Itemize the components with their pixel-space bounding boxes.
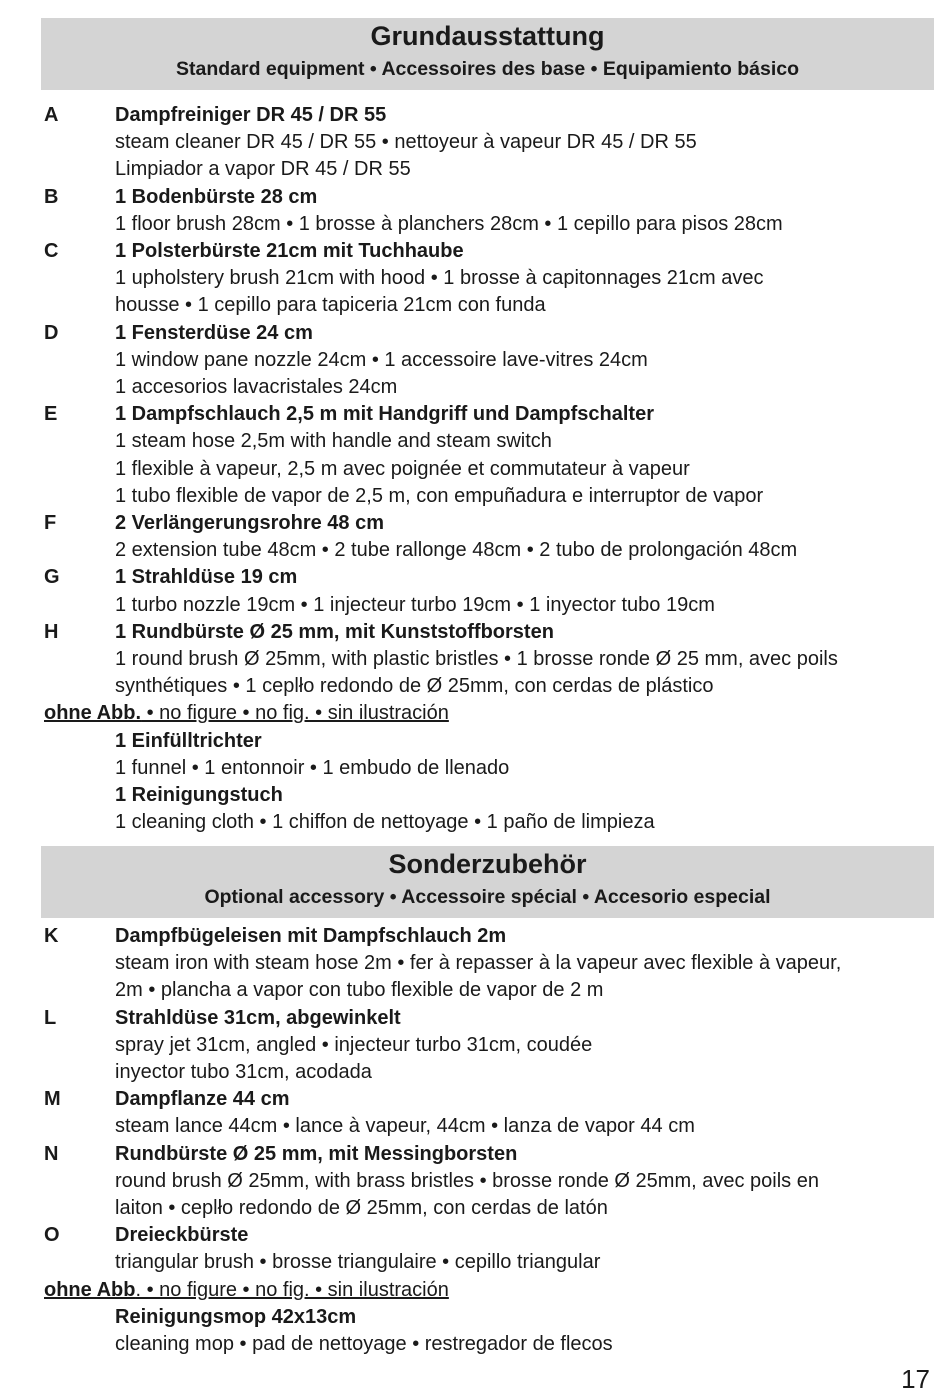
no-figure-label: ohne Abb bbox=[44, 1278, 136, 1301]
item-title: 1 Dampfschlauch 2,5 m mit Handgriff und Dampfschalter bbox=[115, 403, 654, 426]
item-letter: C bbox=[44, 240, 59, 263]
item-description: 1 funnel • 1 entonnoir • 1 embudo de llenado bbox=[115, 756, 510, 779]
item-title: Rundbürste Ø 25 mm, mit Messingborsten bbox=[115, 1142, 518, 1165]
item-description: 1 round brush Ø 25mm, with plastic bristles • 1 brosse ronde Ø 25 mm, avec poils bbox=[115, 648, 838, 671]
item-title: 1 Strahldüse 19 cm bbox=[115, 566, 298, 589]
item-description: inyector tubo 31cm, acodada bbox=[115, 1061, 372, 1084]
section-title: Sonderzubehör bbox=[388, 849, 587, 879]
list-item bbox=[0, 564, 950, 618]
list-item bbox=[0, 102, 950, 184]
list-item bbox=[0, 320, 950, 402]
item-description: housse • 1 cepillo para tapiceria 21cm con funda bbox=[115, 294, 546, 317]
page-number: 17 bbox=[901, 1364, 930, 1394]
list-item bbox=[0, 1304, 950, 1358]
item-description: steam lance 44cm • lance à vapeur, 44cm • lanza de vapor 44 cm bbox=[115, 1115, 695, 1138]
item-description: 1 tubo flexible de vapor de 2,5 m, con empuñadura e interruptor de vapor bbox=[115, 484, 764, 507]
item-letter: O bbox=[44, 1224, 60, 1247]
item-description: 2 extension tube 48cm • 2 tube rallonge 48cm • 2 tubo de prolongación 48cm bbox=[115, 539, 798, 562]
no-figure-note bbox=[44, 700, 950, 727]
item-letter: F bbox=[44, 512, 57, 535]
section-subtitle: Optional accessory • Accessoire spécial • Accesorio especial bbox=[204, 886, 771, 908]
item-description: laiton • ceplło redondo de Ø 25mm, con cerdas de latón bbox=[115, 1197, 608, 1220]
item-letter: L bbox=[44, 1006, 57, 1029]
item-description: 1 window pane nozzle 24cm • 1 accessoire lave-vitres 24cm bbox=[115, 348, 648, 371]
list-item bbox=[0, 782, 950, 836]
item-description: 1 upholstery brush 21cm with hood • 1 brosse à capitonnages 21cm avec bbox=[115, 267, 764, 290]
list-item bbox=[0, 923, 950, 1005]
item-title: Reinigungsmop 42x13cm bbox=[115, 1305, 357, 1328]
standard-equipment-list bbox=[0, 102, 950, 836]
list-item bbox=[0, 1222, 950, 1276]
item-description: 2m • plancha a vapor con tubo flexible de vapor de 2 m bbox=[115, 979, 604, 1002]
item-letter: G bbox=[44, 566, 60, 589]
item-description: cleaning mop • pad de nettoyage • restregador de flecos bbox=[115, 1333, 613, 1356]
list-item bbox=[0, 238, 950, 320]
item-title: 1 Einfülltrichter bbox=[115, 729, 262, 752]
item-letter: E bbox=[44, 403, 58, 426]
item-title: Dampflanze 44 cm bbox=[115, 1088, 290, 1111]
standard-equipment-header bbox=[41, 18, 934, 90]
item-title: Strahldüse 31cm, abgewinkelt bbox=[115, 1006, 401, 1029]
item-description: spray jet 31cm, angled • injecteur turbo 31cm, coudée bbox=[115, 1033, 593, 1056]
no-figure-translations: . • no figure • no fig. • sin ilustración bbox=[135, 1278, 449, 1301]
item-description: 1 cleaning cloth • 1 chiffon de nettoyage • 1 paño de limpieza bbox=[115, 811, 655, 834]
no-figure-note bbox=[44, 1277, 950, 1304]
item-description: 1 flexible à vapeur, 2,5 m avec poignée et commutateur à vapeur bbox=[115, 457, 690, 480]
no-figure-label: ohne Abb. bbox=[44, 702, 142, 725]
section-title: Grundausstattung bbox=[370, 21, 605, 51]
item-title: 1 Fensterdüse 24 cm bbox=[115, 321, 313, 344]
optional-accessory-header bbox=[41, 846, 934, 918]
no-figure-translations: • no figure • no fig. • sin ilustración bbox=[141, 702, 449, 725]
item-letter: M bbox=[44, 1088, 61, 1111]
list-item bbox=[0, 1141, 950, 1223]
item-description: triangular brush • brosse triangulaire • cepillo triangular bbox=[115, 1251, 601, 1274]
list-item bbox=[0, 1086, 950, 1140]
list-item bbox=[0, 619, 950, 701]
item-title: 1 Polsterbürste 21cm mit Tuchhaube bbox=[115, 240, 464, 263]
optional-accessory-list bbox=[0, 923, 950, 1358]
item-letter: K bbox=[44, 925, 59, 947]
item-description: synthétiques • 1 ceplło redondo de Ø 25mm, con cerdas de plástico bbox=[115, 675, 714, 698]
item-title: 1 Rundbürste Ø 25 mm, mit Kunststoffborsten bbox=[115, 620, 554, 643]
item-description: 1 floor brush 28cm • 1 brosse à planchers 28cm • 1 cepillo para pisos 28cm bbox=[115, 212, 783, 235]
item-title: Dampfreiniger DR 45 / DR 55 bbox=[115, 104, 387, 126]
item-title: 2 Verlängerungsrohre 48 cm bbox=[115, 512, 385, 535]
item-description: 1 turbo nozzle 19cm • 1 injecteur turbo 19cm • 1 inyector tubo 19cm bbox=[115, 593, 715, 616]
item-letter: B bbox=[44, 185, 59, 208]
item-description: 1 steam hose 2,5m with handle and steam switch bbox=[115, 430, 552, 453]
item-letter: H bbox=[44, 620, 59, 643]
item-letter: N bbox=[44, 1142, 59, 1165]
item-description: 1 accesorios lavacristales 24cm bbox=[115, 376, 398, 399]
list-item bbox=[0, 510, 950, 564]
list-item bbox=[0, 401, 950, 510]
item-title: 1 Reinigungstuch bbox=[115, 784, 283, 807]
list-item bbox=[0, 728, 950, 782]
section-subtitle: Standard equipment • Accessoires des base • Equipamiento básico bbox=[175, 58, 800, 80]
item-letter: A bbox=[44, 104, 59, 126]
item-description: steam cleaner DR 45 / DR 55 • nettoyeur à vapeur DR 45 / DR 55 bbox=[115, 131, 697, 154]
list-item bbox=[0, 184, 950, 238]
item-description: steam iron with steam hose 2m • fer à repasser à la vapeur avec flexible à vapeur, bbox=[115, 952, 842, 975]
list-item bbox=[0, 1005, 950, 1087]
item-description: round brush Ø 25mm, with brass bristles • brosse ronde Ø 25mm, avec poils en bbox=[115, 1169, 819, 1192]
item-title: Dampfbügeleisen mit Dampfschlauch 2m bbox=[115, 925, 507, 947]
item-title: Dreieckbürste bbox=[115, 1224, 249, 1247]
item-letter: D bbox=[44, 321, 59, 344]
item-description: Limpiador a vapor DR 45 / DR 55 bbox=[115, 158, 411, 181]
item-title: 1 Bodenbürste 28 cm bbox=[115, 185, 318, 208]
